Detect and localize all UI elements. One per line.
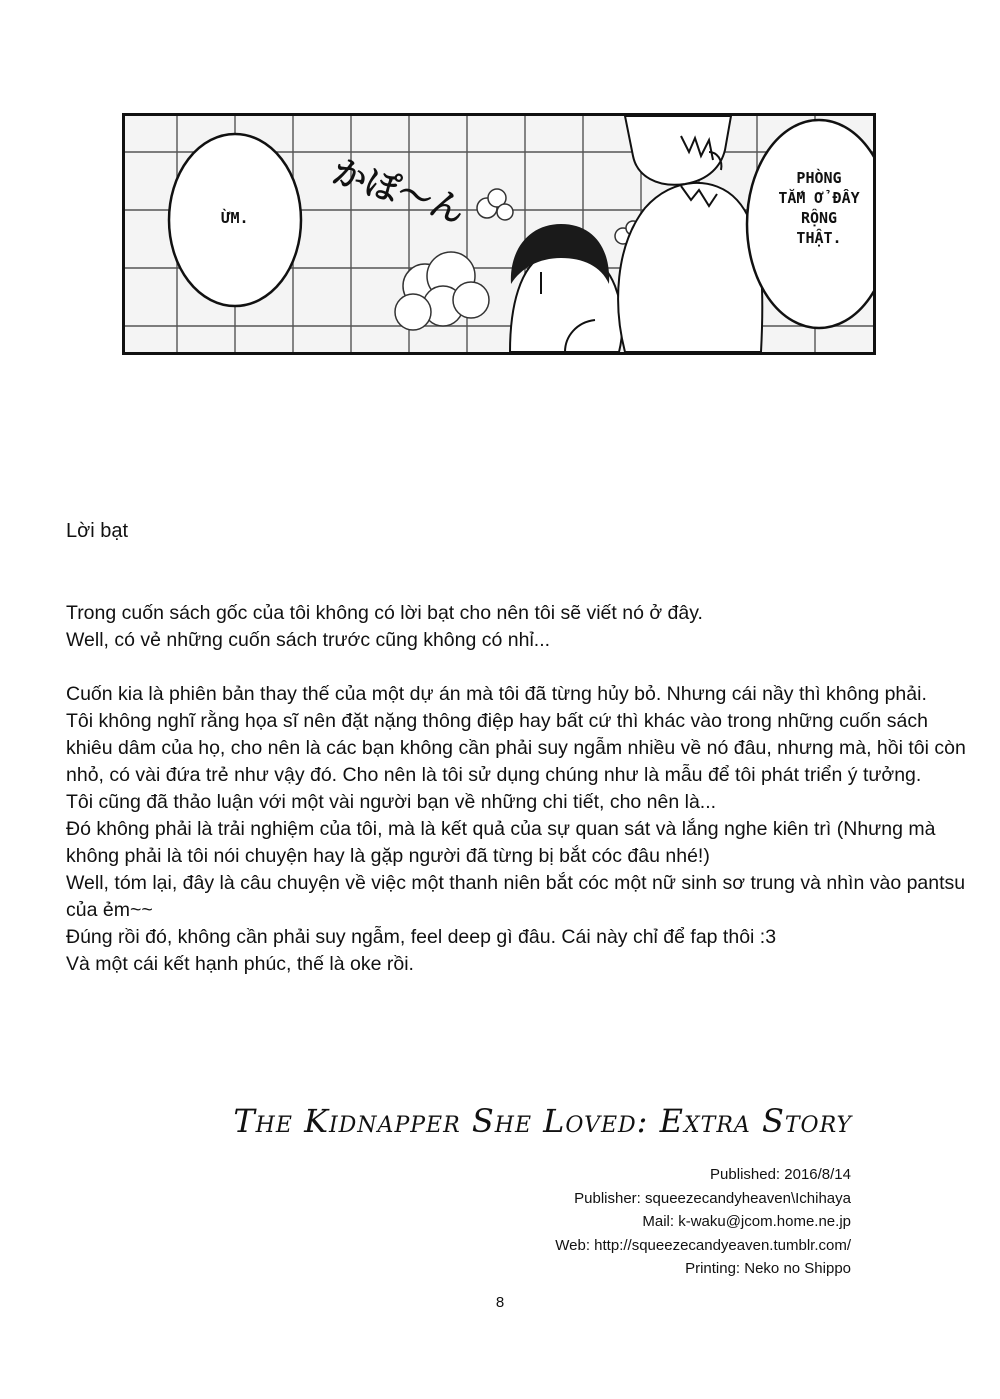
text-line: Cuốn kia là phiên bản thay thế của một dự án mà tôi đã từng hủy bỏ. Nhưng cái nầy thì không phải. <box>66 683 927 705</box>
speech-bubble-left-text: ỪM. <box>221 209 249 227</box>
bubble-line: THẬT. <box>796 229 842 247</box>
text-line: Trong cuốn sách gốc của tôi không có lời bạt cho nên tôi sẽ viết nó ở đây. <box>66 602 703 624</box>
text-line: Và một cái kết hạnh phúc, thế là oke rồi. <box>66 953 414 975</box>
bubble-line: PHÒNG <box>796 169 842 187</box>
text-line: Đó không phải là trải nghiệm của tôi, mà là kết quả của sự quan sát và lắng nghe kiên trì (Nhưng mà không phải là tôi nói chuyện hay là gặp người đã từng bị bắt cóc đâu nhé!) <box>66 818 936 867</box>
text-line: Well, tóm lại, đây là câu chuyện về việc một thanh niên bắt cóc một nữ sinh sơ trung và nhìn vào pantsu của ẻm~~ <box>66 872 966 921</box>
text-line: Đúng rồi đó, không cần phải suy ngẫm, feel deep gì đâu. Cái này chỉ để fap thôi :3 <box>66 926 777 948</box>
sound-effect: かぽ〜ん <box>327 151 470 232</box>
colophon-published: Published: 2016/8/14 <box>710 1166 851 1183</box>
girl-figure <box>510 224 622 352</box>
colophon <box>555 1163 851 1281</box>
colophon-web: Web: http://squeezecandyeaven.tumblr.com/ <box>555 1236 851 1254</box>
text-line: Tôi không nghĩ rằng họa sĩ nên đặt nặng thông điệp hay bất cứ thì khác vào trong những cuốn sách khiêu dâm của họ, cho nên là các bạn không cần phải suy ngẫm nhiều về nó đâu, nhưng mà, hồi tôi còn nhỏ, có vài đứa trẻ như vậy đó. Cho nên là tôi sử dụng chúng như là mẫu để tôi phát triển ý tưởng. <box>66 710 966 786</box>
speech-bubble-right-text <box>753 168 876 248</box>
bubble-line: TẮM Ở ĐÂY <box>778 189 860 207</box>
colophon-publisher: Publisher: squeezecandyheaven\Ichihaya <box>574 1189 851 1207</box>
text-line: Well, có vẻ những cuốn sách trước cũng không có nhỉ... <box>66 629 551 651</box>
text-line: Tôi cũng đã thảo luận với một vài người bạn về những chi tiết, cho nên là... <box>66 791 717 813</box>
colophon-mail: Mail: k-waku@jcom.home.ne.jp <box>642 1213 851 1230</box>
afterword-paragraph-2 <box>66 681 966 978</box>
manga-panel <box>122 113 876 355</box>
afterword-paragraph-1 <box>66 600 966 654</box>
bubble-line: RỘNG <box>800 209 838 227</box>
page-number: 8 <box>495 1294 505 1311</box>
colophon-printing: Printing: Neko no Shippo <box>685 1260 851 1277</box>
afterword-heading: Lời bạt <box>66 520 129 542</box>
story-title: The Kidnapper She Loved: Extra Story <box>233 1102 852 1140</box>
